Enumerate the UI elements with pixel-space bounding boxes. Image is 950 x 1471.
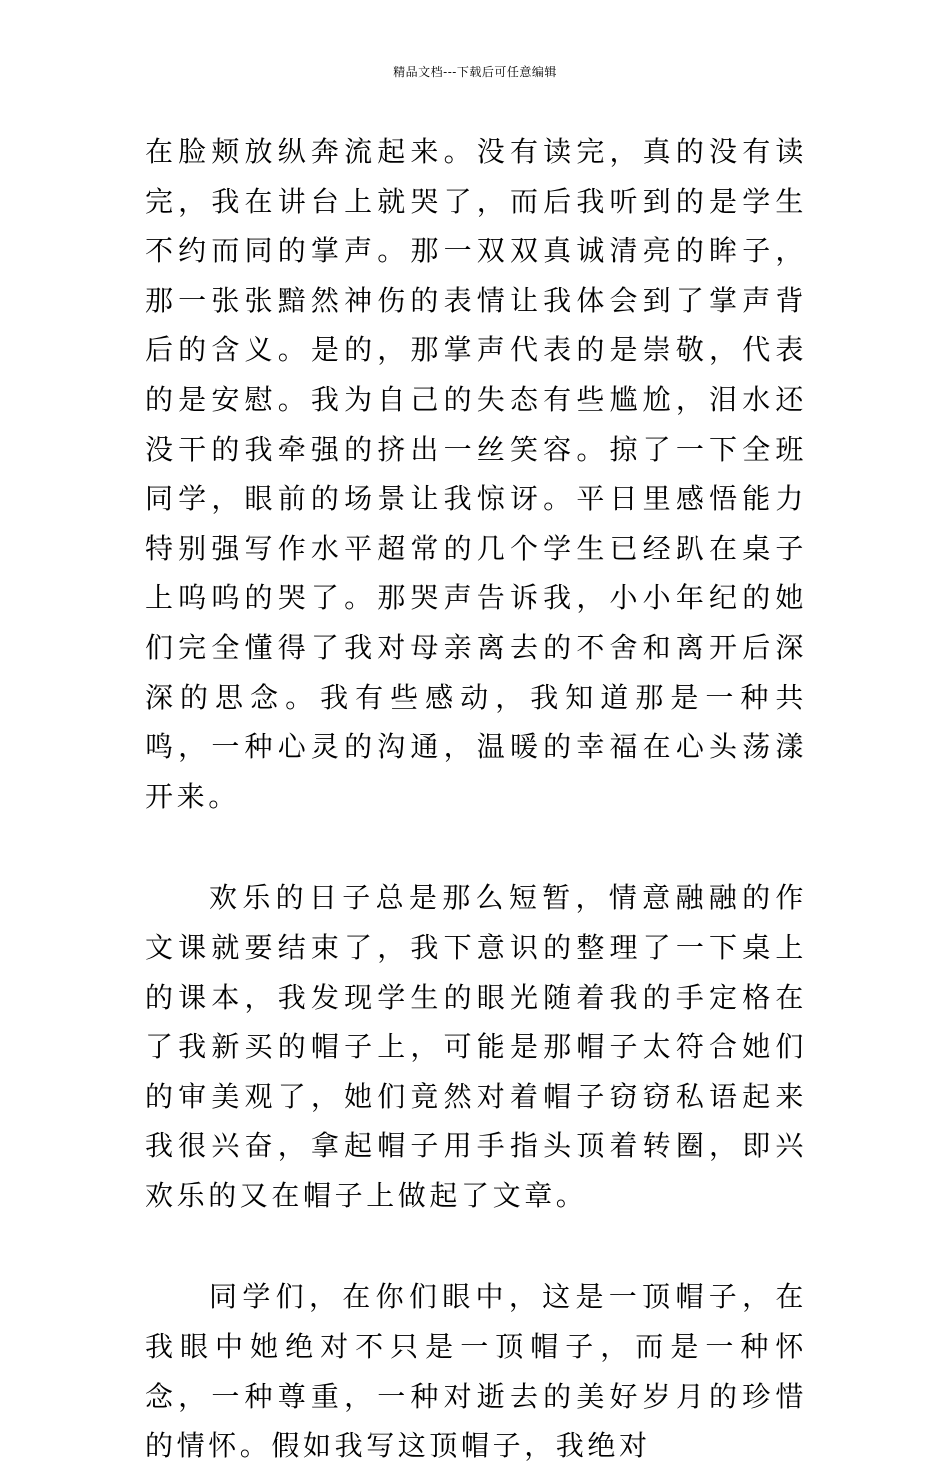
page-header: 精品文档---下载后可任意编辑: [393, 65, 557, 79]
document-body: [145, 127, 807, 1471]
paragraph-1: 在脸颊放纵奔流起来。没有读完，真的没有读完，我在讲台上就哭了，而后我听到的是学生不约而同的掌声。那一双双真诚清亮的眸子，那一张张黯然神伤的表情让我体会到了掌声背后的含义。是的，那掌声代表的是崇敬，代表的是安慰。我为自己的失态有些尴尬，泪水还没干的我牵强的挤出一丝笑容。掠了一下全班同学，眼前的场景让我惊讶。平日里感悟能力特别强写作水平超常的几个学生已经趴在桌子上呜呜的哭了。那哭声告诉我，小小年纪的她们完全懂得了我对母亲离去的不舍和离开后深深的思念。我有些感动，我知道那是一种共鸣，一种心灵的沟通，温暖的幸福在心头荡漾开来。: [145, 135, 807, 813]
paragraph-gap: [145, 1220, 807, 1272]
paragraph-2: 欢乐的日子总是那么短暂，情意融融的作文课就要结束了，我下意识的整理了一下桌上的课本，我发现学生的眼光随着我的手定格在了我新买的帽子上，可能是那帽子太符合她们的审美观了，她们竟然对着帽子窃窃私语起来我很兴奋，拿起帽子用手指头顶着转圈，即兴欢乐的又在帽子上做起了文章。: [145, 881, 807, 1212]
paragraph-3: 同学们，在你们眼中，这是一顶帽子，在我眼中她绝对不只是一顶帽子，而是一种怀念，一种尊重，一种对逝去的美好岁月的珍惜的情怀。假如我写这顶帽子，我绝对: [145, 1280, 807, 1463]
paragraph-gap: [145, 821, 807, 873]
